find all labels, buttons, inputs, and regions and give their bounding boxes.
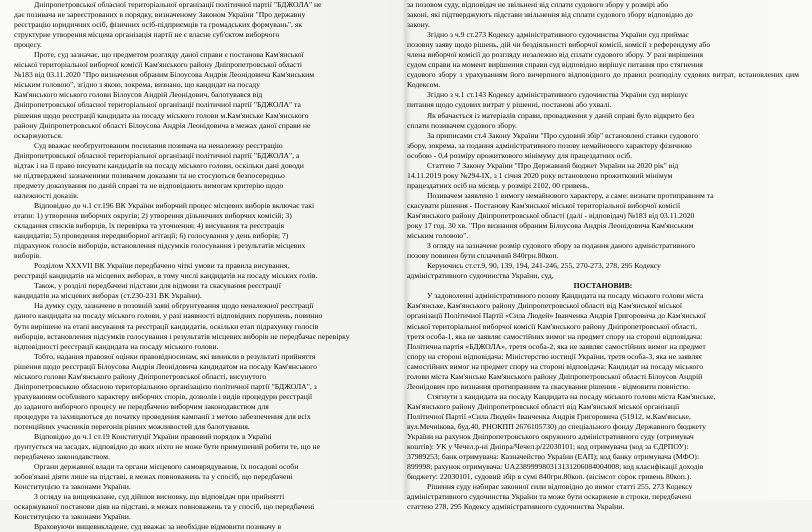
left-text-line: ґрунтується на засадах, відповідно до яких ніхто не може бути примушений робити те, що не bbox=[14, 442, 320, 452]
left-text-line: На думку суду, зазначене в позовній заяві обґрунтування щодо неналежної реєстрації bbox=[34, 301, 314, 311]
right-text-line: позовну заяву щодо рішень, дій чи бездіяльності виборчої комісії, комісії з референдуму або bbox=[407, 40, 711, 50]
left-text-line: Тобто, надання правової оцінки правовідносинам, які виникли в результаті прийняття bbox=[34, 351, 316, 361]
left-text-line: реєстрацію юридичних осіб, фізичних осіб-підприємців та громадських формувань", як bbox=[14, 20, 303, 30]
right-text-line: питання щодо судових витрат у рішенні, постанові або ухвалі. bbox=[407, 100, 612, 110]
right-text-line: самостійних вимог на предмет спору на стороні відповідача: Кандидат на посаду міського bbox=[407, 361, 704, 371]
left-text-line: рішення щодо реєстрації Білоусова Андрія Леонідовича кандидатом на посаду Кам'янського bbox=[14, 361, 317, 371]
right-text-line: У задоволенні адміністративного позову Кандидата на посаду міського голови міста bbox=[427, 291, 704, 301]
right-text-line: Згідно з ч.9 ст.273 Кодексу адміністративного судочинства України суд приймає bbox=[427, 30, 689, 40]
right-text-line: 37989253; банк отримувача: Казначейство України (ЕАП); код банку отримувача (МФО): bbox=[407, 452, 699, 462]
right-text-line: коштів): УК у Чечел.р-ні Дніпра/Чечел.р/22030101; код отримувача (код за ЄДРПОУ): bbox=[407, 442, 689, 452]
right-text-line: За приписами ст.4 Закону України "Про судовий збір" встановлені ставки судового bbox=[427, 130, 699, 140]
right-text-line: міським головою". bbox=[407, 231, 469, 241]
left-text-line: міського голови Кам'янського району Дніпропетровської області, висунутого bbox=[14, 371, 267, 381]
right-text-line: сплати позивачем судового збору. bbox=[407, 120, 517, 130]
left-text-line: зобов'язані діяти лише на підставі, в межах повноважень та у спосіб, що передбачені bbox=[14, 472, 293, 482]
right-text-line: третя особа-1, яка не заявляє самостійних вимог на предмет спору на стороні відповідача: bbox=[407, 331, 703, 341]
left-text-line: до заданого виборчого процесу не передбачено виборчим законодавством для bbox=[14, 401, 269, 411]
right-text-line: скасувати рішення - Постанову Кам'янської міської територіальної виборчої комісії bbox=[407, 200, 681, 210]
left-text-line: структурне утворення місцева організація партії не є власне суб'єктом виборчого bbox=[14, 30, 280, 40]
right-text-line: Кам'янського району Дніпропетровської області від Кам'янської міської організації bbox=[407, 401, 680, 411]
left-text-line: реєстрації кандидатів на місцевих виборах, в тому числі кандидатів на посаду міських голів. bbox=[14, 271, 318, 281]
left-text-line: оскаржуються. bbox=[14, 130, 63, 140]
right-text-line: З огляду на зазначене розмір судового збору за подання даного адміністративного bbox=[427, 241, 696, 251]
left-text-line: етапи: 1) утворення виборчих округів; 2) утворення дільничних виборчих комісій; 3) bbox=[14, 210, 292, 220]
right-text-line: ПОСТАНОВИВ: bbox=[573, 281, 633, 291]
right-text-line: Як вбачається із матеріалів справи, провадження у даній справі було відкрито без bbox=[427, 110, 695, 120]
left-text-line: відповідності реєстрації кандидата на посаду міського голови. bbox=[14, 341, 219, 351]
right-text-line: позову повинен бути сплачений 840грн.80коп. bbox=[407, 251, 559, 261]
right-text-line: 14.11.2019 року №294-IX, з 1 січня 2020 року встановлено прожитковий мінімум bbox=[407, 170, 673, 180]
right-text-line: працездатних осіб на місяць у розмірі 2102, 00 гривень. bbox=[407, 180, 590, 190]
right-text-line: року 17 год. 30 хв. "Про визнання обраним Білоусова Андрія Леонідовича Кам'янським bbox=[407, 221, 694, 231]
right-text-line: спору на стороні відповідача: Міністерство юстиції України, третя особа-3, яка не заявляє bbox=[407, 351, 703, 361]
left-text-line: виборців, встановлення підсумків голосування і результатів місцевих виборів не передбачає перевірку bbox=[14, 331, 350, 341]
right-text-line: організації Політичної Партії «Сила Людей» Іванченка Андрія Григоровича до Кам'янської bbox=[407, 311, 706, 321]
left-text-line: Конституцією та законами України. bbox=[14, 482, 131, 492]
left-text-line: підрахунок голосів виборців, встановлення підсумків голосування і результатів місцевих bbox=[14, 241, 306, 251]
left-text-line: Конституцією та законами України. bbox=[14, 512, 131, 522]
left-text-line: виборів. bbox=[14, 251, 42, 261]
left-text-line: кандидатів на місцевих виборах (ст.230-231 ВК України). bbox=[14, 291, 202, 301]
right-text-line: Політична партія «БДЖОЛА», третя особа-2, яка не заявляє самостійних вимог на предмет bbox=[407, 341, 706, 351]
right-text-line: Статтею 7 Закону України "Про Державний бюджет України на 2020 рік" від bbox=[427, 160, 679, 170]
right-text-line: судом справи на момент вирішення справи суд відповідно вирішує питання про стягнення bbox=[407, 60, 703, 70]
left-text-line: Враховуючи вищевикладене, суд вважає за необхідне відмовити позивачу в bbox=[34, 522, 282, 532]
left-text-line: рішення щодо реєстрації кандидата на посаду міського голови м.Кам'янське Кам'янського bbox=[14, 110, 309, 120]
left-text-line: міським головою", згідно з якою, зокрема, визнано, що кандидат на посаду bbox=[14, 80, 261, 90]
left-text-line: Відповідно до ч.1 ст.19 Конституції України правовий порядок в Україні bbox=[34, 432, 272, 442]
left-text-line: міської територіальної виборчої комісії Кам'янського району Дніпропетровської області bbox=[14, 60, 303, 70]
left-text-line: дає позивача не зареєстрованих в порядку, визначеному Законом України "Про державну bbox=[14, 10, 306, 20]
left-text-line: Суд вважає необґрунтованим посилання позивача на неналежну реєстрацію bbox=[34, 140, 283, 150]
right-text-line: адміністративного судочинства України, суд, bbox=[407, 271, 554, 281]
right-text-line: особою - 0,4 розміру прожиткового мінімуму для працездатних осіб. bbox=[407, 150, 633, 160]
right-text-line: члена виборчої комісії до розгляду незалежно від сплати судового збору. У разі вирішення bbox=[407, 50, 704, 60]
right-text-line: судового збору з урахуванням його вичерпного відповідного до правил розподілу судових витрат, встановлених цим Кодексом. bbox=[407, 70, 799, 90]
right-text-line: за позовом суду, відповідач не звільнені від сплати судового збору у розмірі або bbox=[407, 0, 669, 9]
right-column bbox=[407, 0, 799, 512]
right-text-line: збору, зокрема, за подання адміністративного позову немайнового характеру фізичною bbox=[407, 140, 692, 150]
left-text-line: Відповідно до ч.1 ст.196 ВК України виборчий процес місцевих виборів включає такі bbox=[34, 200, 315, 210]
right-text-line: Керуючись ст.ст.9, 90, 139, 194, 241-246, 255, 270-273, 278, 295 Кодексу bbox=[427, 261, 661, 271]
right-text-line: адміністративного судочинства України та може бути оскаржене в строки, передбачені bbox=[407, 492, 692, 502]
right-text-line: міської територіальної виборчої комісії Кам'янського району Дніпропетровської області, bbox=[407, 321, 697, 331]
right-text-line: бюджету: 22030101, судовий збір в сумі 840грн.80коп. (вісімсот сорок гривень 80коп.). bbox=[407, 472, 692, 482]
left-text-line: бути вирішене на етапі висування та реєстрації кандидатів, оскільки етап підрахунку голосів bbox=[14, 321, 319, 331]
left-text-line: Органи державної влади та органи місцевого самоврядування, їх посадові особи bbox=[34, 462, 299, 472]
right-text-line: Кам'янське, Кам'янського району Дніпропетровської області від Кам'янської міської bbox=[407, 301, 683, 311]
left-column bbox=[14, 0, 394, 532]
right-text-line: України на рахунок Дніпропетровського окружного адміністративного суду (отримувач bbox=[407, 432, 694, 442]
left-text-line: процесу. bbox=[14, 40, 42, 50]
left-text-line: урахуванням особливого характеру виборчих спорів, дозволів і видів процедури реєстрації bbox=[14, 391, 313, 401]
right-text-line: Згідно з ч.1 ст.143 Кодексу адміністративного судочинства України суд вирішує bbox=[427, 90, 688, 100]
left-text-line: передбачено законодавством. bbox=[14, 452, 110, 462]
right-text-line: 899998; рахунок отримувача: UA238999980313131206084004008; код класифікації доходів bbox=[407, 462, 704, 472]
left-text-line: Кам'янського міського голови Білоусов Андрій Леонідович, балотувався від bbox=[14, 90, 263, 100]
left-text-line: Розділом XXXVII ВК України передбачено чіткі умови та правила висування, bbox=[34, 261, 290, 271]
left-text-line: предмету доказування по даній справі та не відповідають вимогам критерію щодо bbox=[14, 180, 284, 190]
right-text-line: Позивачем заявлено 1 вимогу немайнового характеру, а саме: визнати протиправним та bbox=[427, 190, 714, 200]
left-text-line: відтак і на її право висувати кандидатів на посаду міського голови, оскільки дані доводи bbox=[14, 160, 304, 170]
right-text-line: Стягнути з кандидата на посаду Кандидата на посаду міського голови міста Кам'янське, bbox=[427, 391, 716, 401]
left-text-line: потенційних учасників перегонів рівних можливостей для балотування. bbox=[14, 421, 250, 431]
left-text-line: Також, у розділі передбачені підстави для відмови та скасування реєстрації bbox=[34, 281, 281, 291]
left-text-line: Дніпропетровською обласною територіальною організацією політичної партії "БДЖОЛА", з bbox=[14, 381, 317, 391]
right-text-line: статтею 278, 295 Кодексу адміністративного судочинства України. bbox=[407, 502, 625, 512]
left-text-line: З огляду на вищевказане, суд дійшов висновку, що відповідач при прийнятті bbox=[34, 492, 285, 502]
left-text-line: складання списків виборців, їх перевірка та уточнення; 4) висування та реєстрація bbox=[14, 221, 285, 231]
right-text-line: законі, які підтверджують підстави звільнення від сплати судового збору відповідно до bbox=[407, 10, 693, 20]
left-text-line: Проте, суд зазначає, що предметом розгляду даної справи є постанова Кам'янської bbox=[34, 50, 304, 60]
right-text-line: закону. bbox=[407, 20, 430, 30]
left-text-line: Дніпропетровської обласної територіальної організації політичної партії "БДЖОЛА", а bbox=[14, 150, 300, 160]
left-text-line: кандидатів; 5) проведення передвиборної агітації; 6) голосування у день виборів; 7) bbox=[14, 231, 289, 241]
left-text-line: району Дніпропетровської області Білоусова Андрія Леонідовича в межах даної справи не bbox=[14, 120, 311, 130]
right-text-line: голови міста Кам'янське Кам'янського району Дніпропетровської області Білоусов Андрій bbox=[407, 371, 703, 381]
left-text-line: не підтверджені зазначеними позивачем доказами та не стосуються безпосередньо bbox=[14, 170, 285, 180]
right-text-line: Кам'янського району Дніпропетровської області (далі - відповідач) №183 від 03.11.2020 bbox=[407, 210, 695, 220]
right-text-line: Леонідович про визнання протиправним та скасування рішення - відмовити повністю. bbox=[407, 381, 691, 391]
left-text-line: №183 від 03.11.2020 "Про визначення обраним Білоусова Андрія Леонідовича Кам'янським bbox=[14, 70, 315, 80]
left-text-line: оскаржуваної постанови діяв на підставі, в межах повноважень та у спосіб, що передбачені bbox=[14, 502, 315, 512]
right-text-line: Рішення суду набирає законної сили відповідно до вимог статті 255, 273 Кодексу bbox=[427, 482, 693, 492]
left-text-line: Дніпропетровської обласної територіальної організації політичної партії "БДЖОЛА" та bbox=[14, 100, 301, 110]
left-text-line: процедури та захищаються до початку проведення кампанії з метою забезпечення для всіх bbox=[14, 411, 311, 421]
right-text-line: Політичної Партії «Сила Людей» Іванченка Андрія Григоровича (51912, м.Кам'янське, bbox=[407, 411, 691, 421]
left-text-line: даного кандидата на посаду міського голови, у разі наявності відповідних порушень, повинно bbox=[14, 311, 323, 321]
left-text-line: Дніпропетровської обласної територіальної організації політичної партії "БДЖОЛА" не bbox=[34, 0, 322, 9]
left-text-line: належності доказів. bbox=[14, 190, 79, 200]
right-text-line: вул.Мечнікова, буд.40, РНОКПП 2676105730) до спеціального фонду Державного бюджету bbox=[407, 421, 706, 431]
